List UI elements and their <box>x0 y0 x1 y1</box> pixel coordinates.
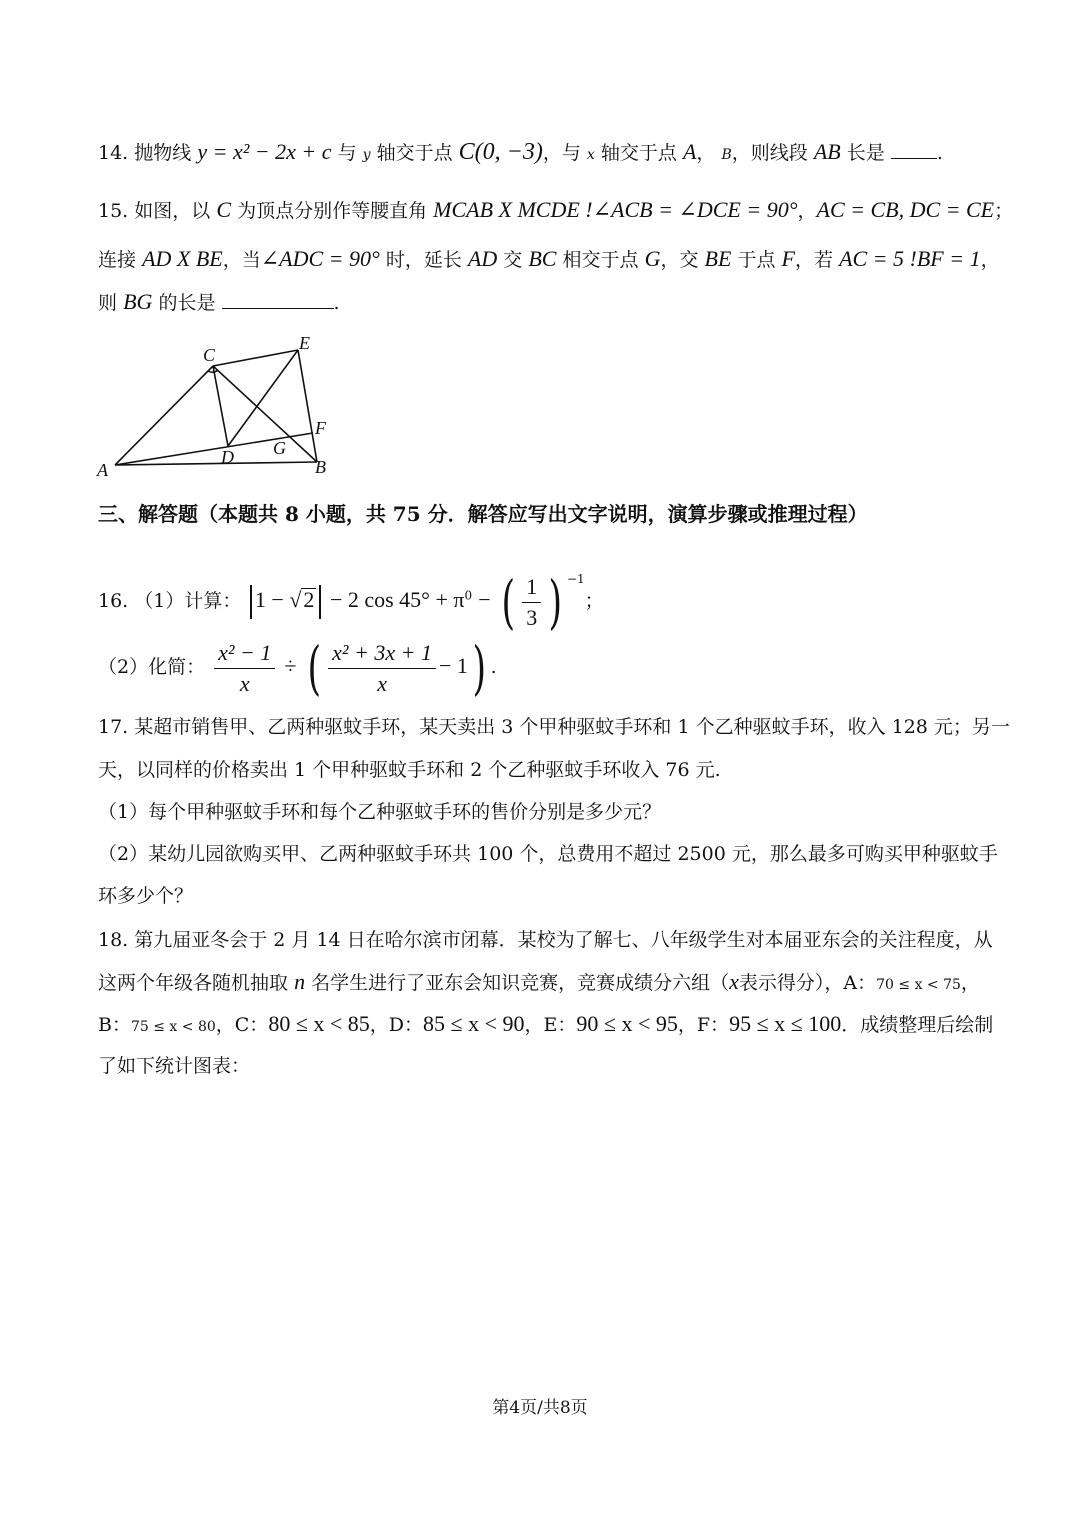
segment-ac <box>115 366 213 465</box>
q14-text: ，则线段 <box>731 142 808 164</box>
q15-math: BE <box>704 246 732 271</box>
segment-eb <box>298 350 317 462</box>
q15-text: 于点 <box>737 249 776 271</box>
q15-line-1 <box>98 196 1013 225</box>
q15-text: 相交于点 <box>562 249 639 271</box>
q15-text: ，交 <box>660 249 699 271</box>
q17-sub-1: （1）每个甲种驱蚊手环和每个乙种驱蚊手环的售价分别是多少元？ <box>98 801 662 823</box>
q15-text: 如图，以 <box>134 200 211 222</box>
q16-f1-denominator: x <box>239 670 250 696</box>
q14-period: . <box>936 142 943 164</box>
q15-text: 连接 <box>98 249 137 271</box>
q15-math: G <box>644 246 661 271</box>
q18-text: ，D： <box>369 1014 424 1036</box>
q15-math: F <box>781 246 795 271</box>
q15-text: 时，延长 <box>385 249 462 271</box>
abs-bar-left <box>250 585 252 619</box>
q18-text: B： <box>98 1014 131 1036</box>
q15-math: AD <box>467 246 498 271</box>
segment-ce <box>213 350 298 366</box>
q14-text: 与 <box>337 142 357 164</box>
q18-text: ．成绩整理后绘制 <box>841 1014 994 1036</box>
q16-pi-exponent: 0 <box>464 588 473 603</box>
abs-bar-right <box>319 585 321 619</box>
q18-text: ，E： <box>524 1014 577 1036</box>
q16-abs-inner: 1 − <box>254 587 290 612</box>
q16-part-2: （2）化简： $\frac{\text{x² − 1}}{x}$ ÷ ( $\frac{\text{x² + 3x + 1}}{x}$ − 1) . <box>98 634 497 702</box>
q14-point-c: C(0, −3) <box>458 139 543 165</box>
q18-text: 这两个年级各随机抽取 <box>98 972 289 994</box>
q18-group-c: 80 ≤ x < 85 <box>268 1011 370 1036</box>
label-b: B <box>315 457 326 477</box>
label-f: F <box>315 418 326 438</box>
q18-group-b: 75 ≤ x < 80 <box>130 1019 216 1035</box>
q15-math: ∠ADC = 90° <box>260 246 380 271</box>
q16-f2-numerator: x² + 3x + 1 <box>328 638 436 669</box>
label-g: G <box>273 438 286 458</box>
q16-part2-end: . <box>490 656 497 678</box>
q15-text: 则 <box>98 292 118 314</box>
segment-de <box>228 350 298 446</box>
q18-text: ， <box>960 972 980 994</box>
q15-math: AD X BE <box>142 246 223 271</box>
q16-part1-end: ； <box>584 590 604 612</box>
segment-ab <box>115 462 317 465</box>
q18-group-e: 90 ≤ x < 95 <box>576 1011 678 1036</box>
q16-f1-numerator: x² − 1 <box>214 638 275 669</box>
q15-condition: AC = CB, DC = CE <box>816 197 995 222</box>
q18-group-a: 70 ≤ x < 75 <box>876 977 961 993</box>
q16-frac-denominator: 3 <box>526 604 538 630</box>
q18-group-d: 85 ≤ x < 90 <box>423 1011 525 1036</box>
q16-number: 16. <box>98 590 129 612</box>
q15-math: AC = 5 !BF = 1 <box>839 246 981 271</box>
q14-number: 14. <box>98 142 129 164</box>
q18-x: x <box>729 969 739 994</box>
q14-separator: ， <box>696 142 716 164</box>
q18-line-2 <box>98 968 980 999</box>
q15-math: BG <box>123 289 153 314</box>
q14-x-variable: x <box>586 147 595 163</box>
q18-line-3 <box>98 1010 993 1041</box>
q14-segment-ab: AB <box>813 139 841 164</box>
q18-text: ，C： <box>215 1014 269 1036</box>
q18-text: ，F： <box>677 1014 730 1036</box>
q14-text: ，与 <box>542 142 581 164</box>
q15-line-3 <box>98 288 340 317</box>
q17-line-1: 17. 某超市销售甲、乙两种驱蚊手环，某天卖出 3 个甲种驱蚊手环和 1 个乙种驱蚊手环，收入 128 元；另一 <box>98 716 1010 738</box>
q15-text: ，当 <box>222 249 261 271</box>
q16-divide: ÷ <box>284 653 297 678</box>
q14-text: 长是 <box>846 142 885 164</box>
q15-period: . <box>333 292 340 314</box>
q15-text: ； <box>994 200 1014 222</box>
q18-text: 表示得分），A： <box>738 972 877 994</box>
q15-triangles: MCAB X MCDE !∠ACB = ∠DCE = 90° <box>433 197 798 222</box>
q16-part1-label: （1）计算： <box>134 590 242 612</box>
q14-point-b: B <box>721 147 732 163</box>
q17-sub-2: （2）某幼儿园欲购买甲、乙两种驱蚊手环共 100 个，总费用不超过 2500 元，那么最多可购买甲种驱蚊手 <box>98 843 998 865</box>
q15-text: ， <box>797 200 817 222</box>
q14-y-variable: y <box>362 147 371 163</box>
q18-line-4: 了如下统计图表： <box>98 1055 251 1077</box>
geometry-figure <box>95 330 345 480</box>
page-footer: 第4页/共8页 <box>492 1398 588 1418</box>
q16-part-1: 16. （1）计算： 1 − √2 − 2 $\cos 45^\circ + \pi^0$ − ( $\frac{1}{3}$ ) $^{-1}$； <box>98 568 604 636</box>
label-a: A <box>97 460 108 480</box>
q18-group-f: 95 ≤ x ≤ 100 <box>729 1011 842 1036</box>
label-e: E <box>299 333 310 353</box>
q16-sqrt-arg: 2 <box>303 587 315 612</box>
q14-line <box>98 138 943 169</box>
q15-line-2 <box>98 245 1000 274</box>
q16-minus-one: − 1 <box>439 653 468 678</box>
label-d: D <box>221 447 234 467</box>
q17-line-2: 天，以同样的价格卖出 1 个甲种驱蚊手环和 2 个乙种驱蚊手环收入 76 元. <box>98 759 721 781</box>
q15-text: 交 <box>503 249 523 271</box>
q18-line-1: 18. 第九届亚冬会于 2 月 14 日在哈尔滨市闭幕．某校为了解七、八年级学生对本届亚东会的关注程度，从 <box>98 929 993 951</box>
q16-expression: − 2 cos 45° + π <box>329 587 465 612</box>
q14-point-a: A <box>682 139 697 164</box>
q16-exponent: −1 <box>566 572 585 586</box>
q14-text: 抛物线 <box>134 142 192 164</box>
q15-text: ，若 <box>795 249 834 271</box>
q15-text: 为顶点分别作等腰直角 <box>237 200 428 222</box>
q14-equation: y = x² − 2x + c <box>197 139 332 164</box>
q16-minus: − <box>478 587 491 612</box>
q16-part2-label: （2）化简： <box>98 656 206 678</box>
q17-line-5: 环多少个？ <box>98 885 194 907</box>
q14-answer-blank[interactable] <box>891 140 937 159</box>
q15-answer-blank[interactable] <box>222 290 334 309</box>
q15-number: 15. <box>98 200 129 222</box>
q15-text: 的长是 <box>158 292 216 314</box>
q16-f2-denominator: x <box>377 670 387 696</box>
q15-math: BC <box>528 246 557 271</box>
q15-point-c: C <box>216 197 232 222</box>
q14-text: 轴交于点 <box>376 142 453 164</box>
q15-text: ， <box>980 249 1000 271</box>
section-3-heading: 三、解答题（本题共 8 小题，共 75 分．解答应写出文字说明，演算步骤或推理过程） <box>98 502 868 526</box>
q14-text: 轴交于点 <box>600 142 677 164</box>
q18-text: 名学生进行了亚东会知识竞赛，竞赛成绩分六组（ <box>311 972 730 994</box>
q16-frac-numerator: 1 <box>522 572 541 603</box>
label-c: C <box>203 345 216 365</box>
q18-n: n <box>294 969 306 994</box>
